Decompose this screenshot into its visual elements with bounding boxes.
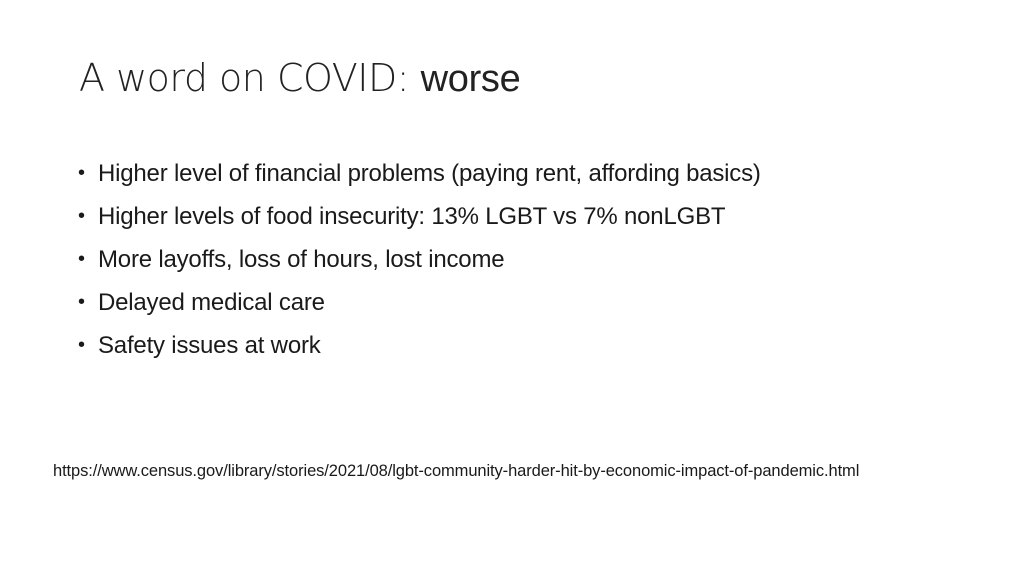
bullet-list [78, 152, 761, 367]
bullet-text: Higher level of financial problems (paying rent, affording basics) [98, 160, 761, 187]
bullet-icon: • [78, 162, 85, 184]
bullet-icon: • [78, 205, 85, 227]
bullet-text: Higher levels of food insecurity: 13% LGBT vs 7% nonLGBT [98, 203, 726, 230]
bullet-item [78, 195, 761, 238]
source-url-link[interactable]: https://www.census.gov/library/stories/2021/08/lgbt-community-harder-hit-by-economic-impact-of-pandemic.html [53, 462, 860, 480]
bullet-text: Delayed medical care [98, 289, 325, 316]
slide-title-emphasis: worse [420, 58, 521, 100]
bullet-item [78, 238, 761, 281]
slide-title [79, 58, 520, 101]
bullet-icon: • [78, 291, 85, 313]
bullet-icon: • [78, 248, 85, 270]
bullet-icon: • [78, 334, 85, 356]
bullet-item [78, 281, 761, 324]
bullet-item [78, 152, 761, 195]
bullet-text: Safety issues at work [98, 332, 321, 359]
bullet-text: More layoffs, loss of hours, lost income [98, 246, 505, 273]
bullet-item [78, 324, 761, 367]
slide-title-main: A word on COVID: [79, 56, 421, 100]
